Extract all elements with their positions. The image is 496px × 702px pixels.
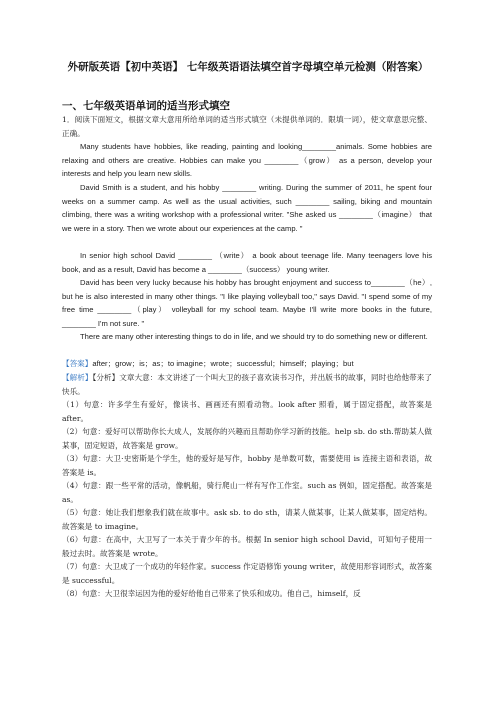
answer-tag: 【答案】: [62, 359, 93, 368]
section-heading: 一、七年级英语单词的适当形式填空: [62, 100, 230, 112]
answer-text: after；grow；is；as；to imagine；wrote；successful；himself；playing；but: [92, 359, 354, 368]
explanation-4: （4）句意：跟一些平常的活动，像帆船，骑行爬山一样有写作工作室。such as 例如，固定搭配。故答案是 as。: [62, 481, 432, 504]
explanation-6: （6）句意：在高中，大卫写了一本关于青少年的书。根据 In senior high school David，可知句子使用一般过去时。故答案是 wrote。: [62, 535, 432, 558]
analysis-text: 文章大意：本文讲述了一个叫大卫的孩子喜欢读书习作，并出版书的故事，同时也给他带来了快乐。: [62, 373, 433, 396]
explanation-3: （3）句意：大卫·史密斯是个学生，他的爱好是写作，hobby 是单数可数，需要使用 is 连接主语和表语，故答案是 is。: [62, 454, 432, 477]
explanation-5: （5）句意：她让我们想象我们就在故事中。ask sb. to do sth，请某人做某事，让某人做某事，固定结构。故答案是 to imagine。: [62, 508, 432, 531]
question-intro: 1．阅读下面短文，根据文章大意用所给单词的适当形式填空（未提供单词的．限填一词），使文章意思完整、正确。: [62, 115, 432, 138]
explanation-1: （1）句意：许多学生有爱好，像读书、画画还有照看动物。look after 照看，属于固定搭配，故答案是 after。: [62, 400, 432, 423]
answer-line: [62, 357, 432, 371]
passage-paragraph-1: Many students have hobbies, like reading, painting and looking________animals. Some hobbies are relaxing and others are creative. Hobbies can make you ________（grow） as a person, develop your interests and help you learn new skills.: [62, 142, 432, 179]
passage-paragraph-5: There are many other interesting things to do in life, and we should try to do something new or different.: [80, 332, 428, 341]
analysis-block: [62, 371, 432, 398]
explanation-8: （8）句意：大卫很幸运因为他的爱好给他自己带来了快乐和成功。他自己，himself，反: [62, 589, 361, 598]
explanation-2: （2）句意：爱好可以帮助你长大成人，发展你的兴趣而且帮助你学习新的技能。help sb. do sth.帮助某人做某事，固定短语，故答案是 grow。: [62, 427, 432, 450]
passage-paragraph-3: In senior high school David ________ （write） a book about teenage life. Many teenagers love his book, and as a result, David has become a ________（success） young writer.: [62, 251, 432, 274]
passage-paragraph-2: David Smith is a student, and his hobby ________ writing. During the summer of 2011, he spent four weeks on a summer camp. As well as the usual activities, such ________ sailing, biking and mountain climbing, there was a writing workshop with a professional writer. "She asked us ________（imagine） that we were in a story. Then we wrote about our experiences at the camp. ": [62, 183, 432, 233]
document-title: 外研版英语【初中英语】 七年级英语语法填空首字母填空单元检测（附答案）: [67, 61, 429, 73]
analysis-tag: 【解析】: [62, 373, 93, 382]
analysis-subtag: 【分析】: [92, 373, 120, 382]
passage-paragraph-4: David has been very lucky because his hobby has brought enjoyment and success to________（he）, but he is also interested in many other things. "I like playing volleyball too," says David. "I spend some of my free time ________（play） volleyball for my school team. Maybe I'll write more books in the future, ________ I'm not sure. ": [62, 278, 432, 328]
explanation-7: （7）句意：大卫成了一个成功的年轻作家。success 作定语修饰 young writer，故使用形容词形式，故答案是 successful。: [62, 562, 432, 585]
